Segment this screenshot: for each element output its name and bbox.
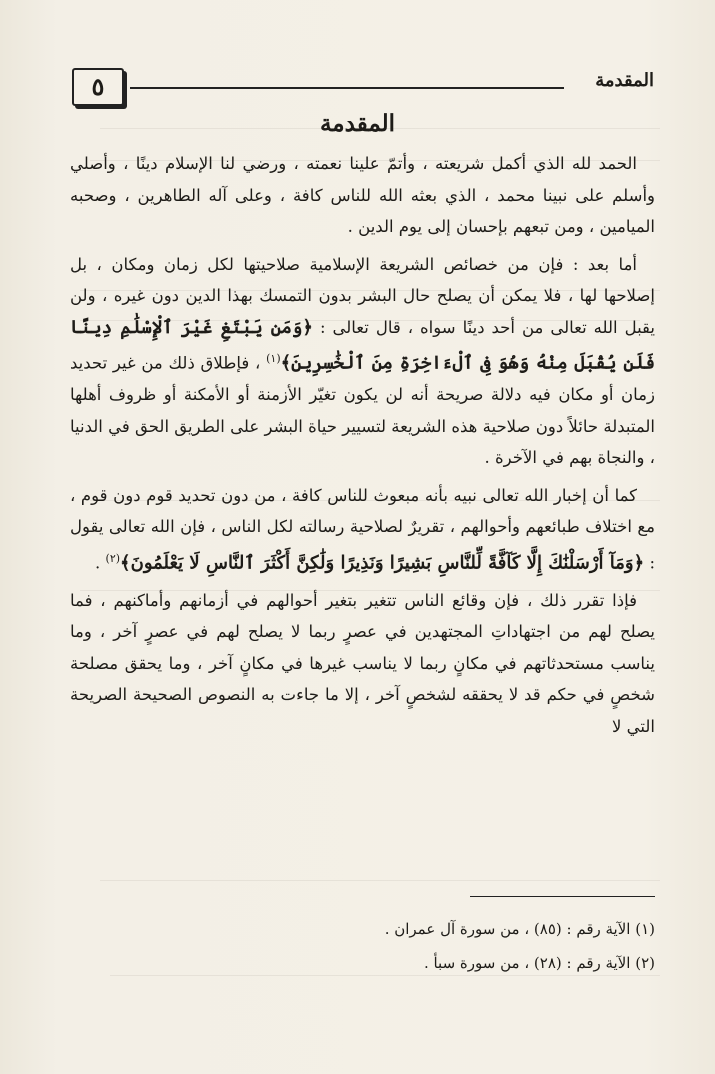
main-text [70,148,655,748]
footnote-1: (١) الآية رقم : (٨٥) ، من سورة آل عمران . [384,920,655,938]
paragraph-4: فإذا تقرر ذلك ، فإن وقائع الناس تتغير بتغير أحوالهم في أزمانهم وأماكنهم ، فما يصلح لهم من اجتهاداتِ المجتهدين في عصرٍ ربما لا يصلح لهم في عصرٍ آخر ، وما يناسب مستحدثاتهم في مكانٍ ربما لا يناسب غيرها في مكانٍ آخر ، وما يحقق مصلحة شخصٍ في حكم قد لا يحققه لشخصٍ آخر ، إلا ما جاءت به النصوص الصحيحة الصريحة التي لا [70,590,655,736]
footnote-separator [470,896,655,897]
paragraph-2-continuation: ، فإطلاق ذلك من غير تحديد زمان أو مكان فيه دلالة صريحة أنه لن يكون تغيّر الأزمنة أو الأمكنة أو ظروف أهلها المتبدلة حائلاً دون صلاحية هذه الشريعة لتسيير حياة البشر على الطريق الحق في الدنيا ، والنجاة بهم في الآخرة . [70,353,655,467]
bleed-through-line [100,880,660,881]
section-heading: المقدمة [319,110,396,137]
running-header [72,62,654,108]
header-rule [130,87,564,89]
footnote-2: (٢) الآية رقم : (٢٨) ، من سورة سبأ . [423,954,655,972]
paragraph-1: الحمد لله الذي أكمل شريعته ، وأتمّ علينا نعمته ، ورضي لنا الإسلام دينًا ، وأصلي وأسلم على نبينا محمد ، الذي بعثه الله للناس كافة ، وعلى آله الطاهرين ، وصحبه الميامين ، ومن تبعهم بإحسان إلى يوم الدين . [70,154,655,236]
paragraph-3-end: . [95,553,101,572]
paragraph-2 [70,249,655,474]
paragraph-2-text: أما بعد : فإن من خصائص الشريعة الإسلامية صلاحيتها لكل زمان ومكان ، بل إصلاحها لها ، فلا يمكن أن يصلح حال البشر بدون التمسك بهذا الدين دون غيره ، ولن يقبل الله تعالى من أحد دينًا سواه ، قال تعالى : [70,254,655,337]
footnotes [70,912,655,980]
page-number: ٥ [72,68,124,106]
quran-verse-2: ﴿وَمَآ أَرْسَلْنَٰكَ إِلَّا كَآفَّةً لِّلنَّاسِ بَشِيرًا وَنَذِيرًا وَلَٰكِنَّ أَكْثَرَ ٱلنَّاسِ لَا يَعْلَمُونَ﴾ [120,552,645,573]
running-title: المقدمة [595,70,654,91]
paragraph-3-text: كما أن إخبار الله تعالى نبيه بأنه مبعوث للناس كافة ، من دون تحديد قوم دون قوم ، مع اختلاف طبائعهم وأحوالهم ، تقريرٌ لصلاحية رسالته لكل الناس ، فإن الله تعالى يقول : [70,485,655,572]
paragraph-3 [70,480,655,579]
footnote-ref-2: (٢) [105,551,121,565]
footnote-ref-1: (١) [266,352,281,365]
quran-verse-1: ﴿وَمَن يَبْتَغِ غَيْرَ ٱلْإِسْلَٰمِ دِينًا فَلَن يُقْبَلَ مِنْهُ وَهُوَ فِى ٱلْءَاخِرَةِ مِنَ ٱلْخَٰسِرِينَ﴾ [70,316,656,374]
